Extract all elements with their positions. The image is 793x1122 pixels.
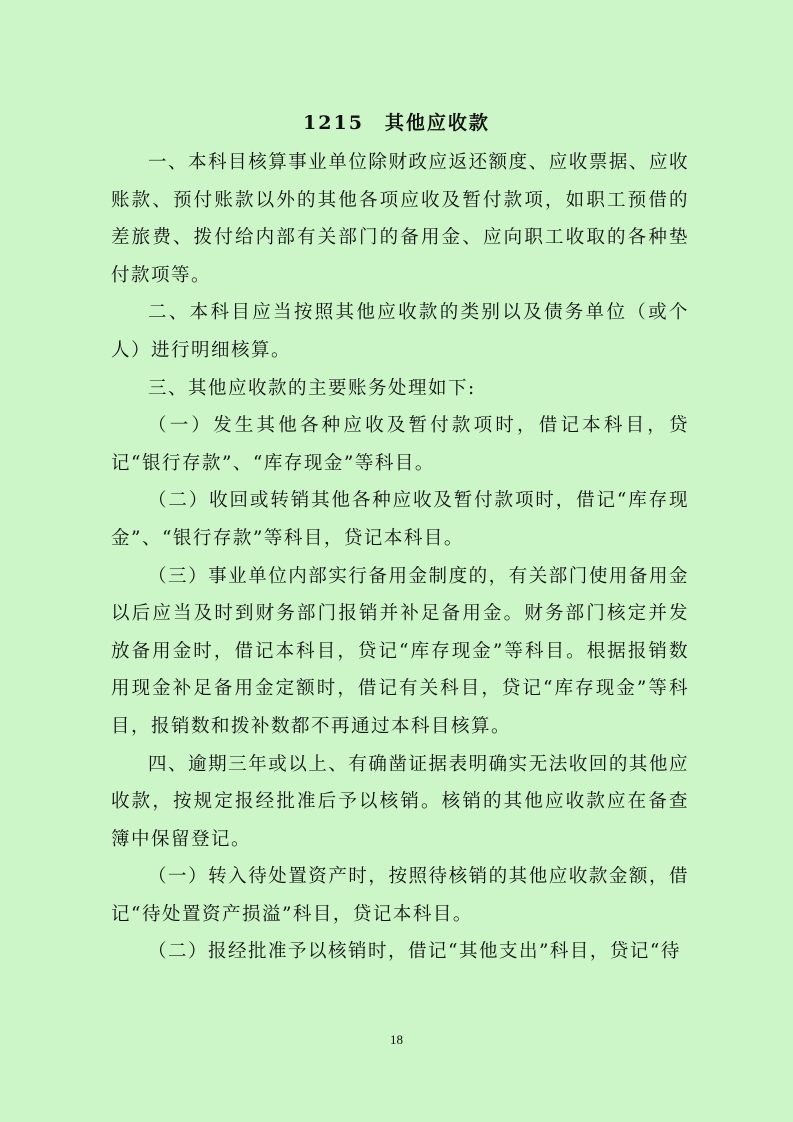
paragraph-2: 二、本科目应当按照其他应收款的类别以及债务单位（或个人）进行明细核算。 xyxy=(111,302,689,361)
page-number: 18 xyxy=(390,1032,403,1047)
section-title: 1215 其他应收款 xyxy=(303,112,490,134)
document-body xyxy=(111,144,689,971)
paragraph-4: （一）发生其他各种应收及暂付款项时，借记本科目，贷记“银行存款”、“库存现金”等科目。 xyxy=(111,415,689,474)
paragraph-7: 四、逾期三年或以上、有确凿证据表明确实无法收回的其他应收款，按规定报经批准后予以核销。核销的其他应收款应在备查簿中保留登记。 xyxy=(111,753,689,850)
paragraph-9: （二）报经批准予以核销时，借记“其他支出”科目，贷记“待 xyxy=(148,941,681,963)
paragraph-3: 三、其他应收款的主要账务处理如下: xyxy=(148,377,476,399)
paragraph-5: （二）收回或转销其他各种应收及暂付款项时，借记“库存现金”、“银行存款”等科目，贷记本科目。 xyxy=(111,490,689,549)
paragraph-1: 一、本科目核算事业单位除财政应返还额度、应收票据、应收账款、预付账款以外的其他各项应收及暂付款项，如职工预借的差旅费、拨付给内部有关部门的备用金、应向职工收取的各种垫付款项等。 xyxy=(111,152,689,286)
paragraph-8: （一）转入待处置资产时，按照待核销的其他应收款金额，借记“待处置资产损溢”科目，贷记本科目。 xyxy=(111,866,689,925)
paragraph-6: （三）事业单位内部实行备用金制度的，有关部门使用备用金以后应当及时到财务部门报销并补足备用金。财务部门核定并发放备用金时，借记本科目，贷记“库存现金”等科目。根据报销数用现金补足备用金定额时，借记有关科目，贷记“库存现金”等科目，报销数和拨补数都不再通过本科目核算。 xyxy=(111,565,689,737)
